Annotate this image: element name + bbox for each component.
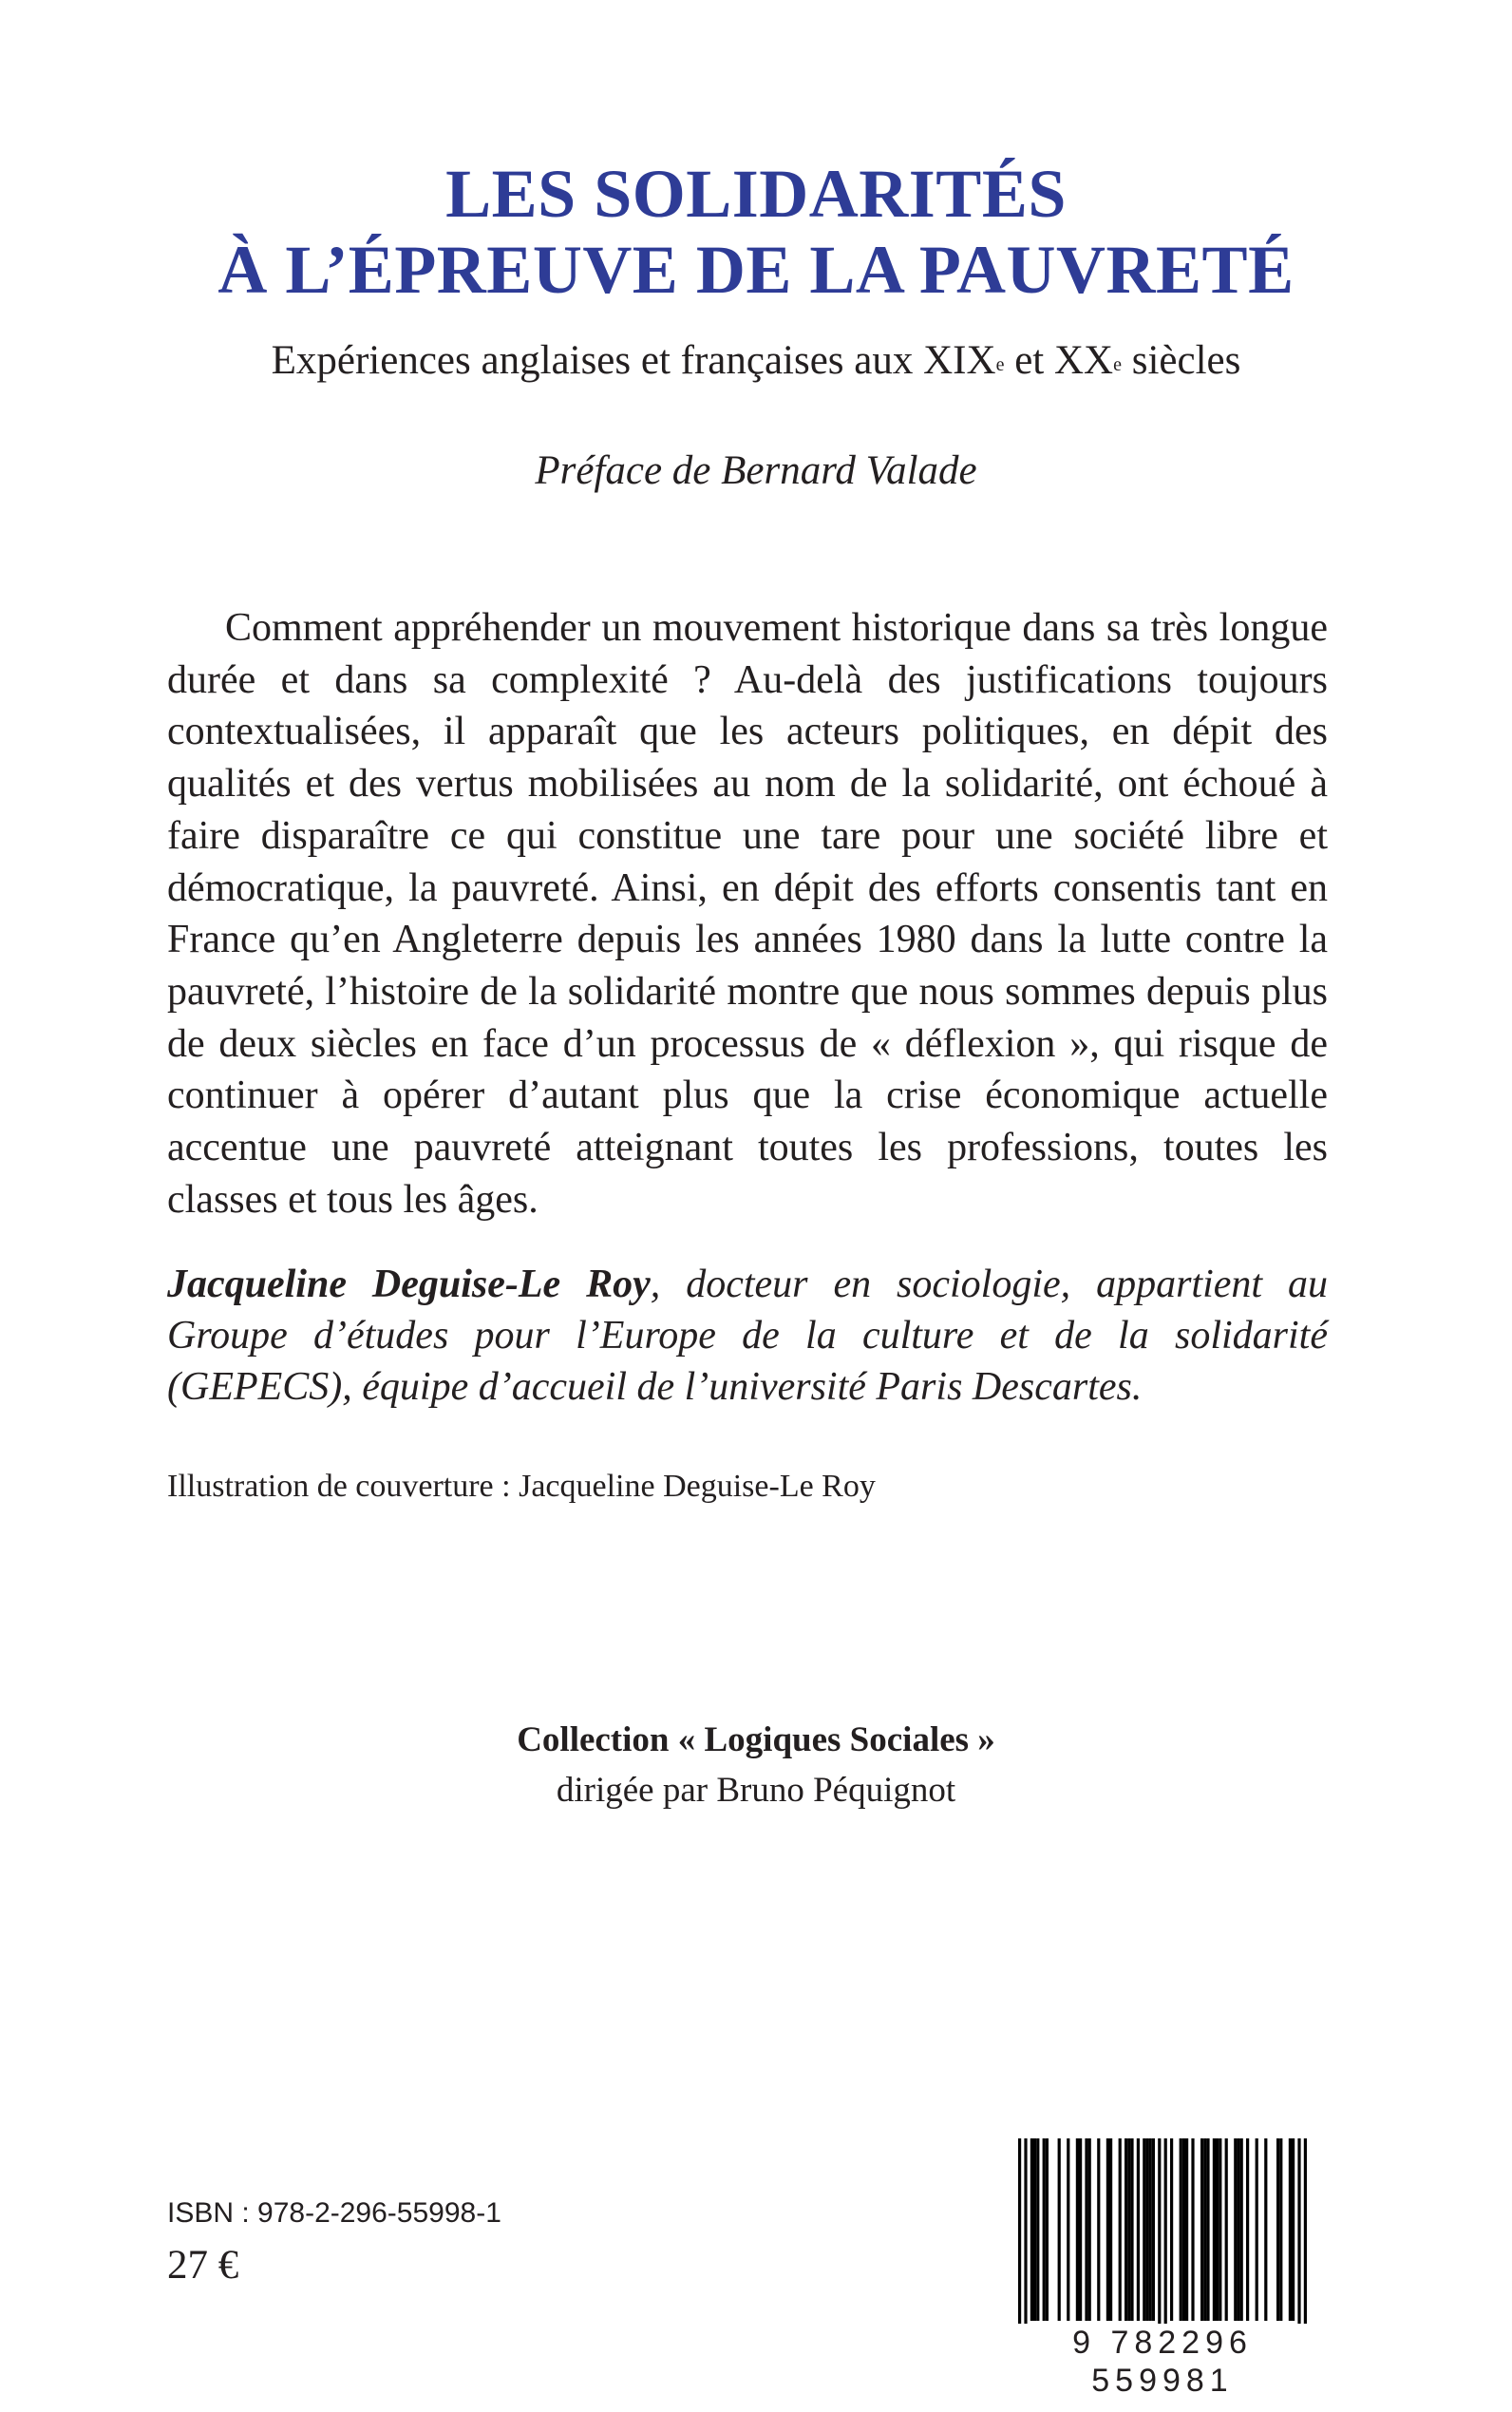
book-title-line-2: À L’ÉPREUVE DE LA PAUVRETÉ [217,232,1295,308]
barcode-bar [1182,2138,1185,2321]
barcode-bar [1109,2138,1112,2321]
barcode-bar [1219,2138,1221,2321]
barcode-bar [1203,2138,1206,2321]
subtitle-part-1: Expériences anglaises et françaises aux XIX [271,338,996,383]
subtitle-part-3: siècles [1121,338,1241,383]
barcode-bar [1164,2138,1167,2340]
barcode-bar [1024,2138,1027,2340]
author-bio [167,1259,1328,1413]
barcode-bar [1225,2138,1228,2321]
barcode-bar [1076,2138,1079,2321]
barcode-bar [1185,2138,1188,2321]
barcode-bar [1170,2138,1173,2321]
barcode-bar [1067,2138,1069,2321]
barcode-digits: 9 782296 559981 [1001,2324,1324,2400]
barcode-bar [1106,2138,1109,2321]
barcode-bar [1043,2138,1046,2321]
barcode-bar [1130,2138,1133,2321]
barcode-bar [1200,2138,1203,2321]
summary-paragraph: Comment appréhender un mouvement historique dans sa très longue durée et dans sa complexité ? Au-delà des justifications toujours contextualisées, il apparaît que les acteurs politiques, en dépit des qualités et des vertus mobilisées au nom de la solidarité, ont échoué à faire disparaître ce qui constitue une tare pour une société libre et démocratique, la pauvreté. Ainsi, en dépit des efforts consentis tant en France qu’en Angleterre depuis les années 1980 dans la lutte contre la pauvreté, l’histoire de la solidarité montre que nous sommes depuis plus de deux siècles en face d’un processus de « déflexion », qui risque de continuer à opérer d’autant plus que la crise économique actuelle accentue une pauvreté atteignant toutes les professions, toutes les classes et tous les âges. [167,606,1328,1222]
barcode-bar [1149,2138,1152,2321]
collection-director: dirigée par Bruno Péquignot [556,1771,956,1810]
barcode-bar [1085,2138,1087,2321]
barcode-bar [1018,2138,1021,2340]
barcode-bar [1276,2138,1279,2321]
barcode-bar [1152,2138,1155,2321]
barcode-bar [1279,2138,1282,2321]
subtitle-superscript-1: e [995,354,1005,375]
barcode-bar [1033,2138,1036,2321]
barcode-bar [1264,2138,1267,2321]
barcode-bar [1079,2138,1082,2321]
price: 27 € [167,2243,239,2288]
barcode-bar [1046,2138,1049,2321]
subtitle-part-2: et XX [1004,338,1114,383]
barcode-bar [1289,2138,1292,2321]
book-subtitle [0,334,1512,388]
barcode-bar [1213,2138,1216,2321]
barcode-bar [1145,2138,1148,2321]
barcode-bar [1180,2138,1182,2321]
barcode-bar [1143,2138,1145,2321]
barcode-bar [1240,2138,1243,2321]
barcode-bar [1127,2138,1130,2321]
preface-credit: Préface de Bernard Valade [535,448,977,493]
barcode-bar [1234,2138,1237,2321]
barcode-bar [1237,2138,1239,2321]
barcode-bar [1036,2138,1039,2321]
isbn: ISBN : 978-2-296-55998-1 [167,2197,501,2229]
barcode-bar [1058,2138,1061,2321]
illustration-credit: Illustration de couverture : Jacqueline Deguise-Le Roy [167,1469,876,1504]
author-bio-text: , docteur en sociologie, appartient au Groupe d’études pour l’Europe de la culture et de la solidarité (GEPECS), équipe d’accueil de l’université Paris Descartes. [167,1263,1329,1409]
barcode-bar [1292,2138,1295,2321]
barcode-bar [1297,2138,1300,2340]
barcode-bar [1125,2138,1127,2321]
book-title-line-1: LES SOLIDARITÉS [445,156,1067,232]
barcode-bar [1158,2138,1161,2340]
barcode-bar [1246,2138,1249,2321]
barcode-bar [1137,2138,1140,2321]
subtitle-superscript-2: e [1113,354,1122,375]
barcode-bar [1206,2138,1209,2321]
barcode-bar [1119,2138,1122,2321]
barcode-bar [1304,2138,1307,2340]
barcode-bar [1191,2138,1194,2321]
barcode-bar [1097,2138,1100,2321]
barcode-bar [1088,2138,1091,2321]
collection-name: Collection « Logiques Sociales » [517,1720,995,1759]
author-name: Jacqueline Deguise-Le Roy [167,1263,651,1306]
barcode-bar [1216,2138,1219,2321]
barcode-bar [1030,2138,1033,2321]
barcode-bar [1256,2138,1258,2321]
